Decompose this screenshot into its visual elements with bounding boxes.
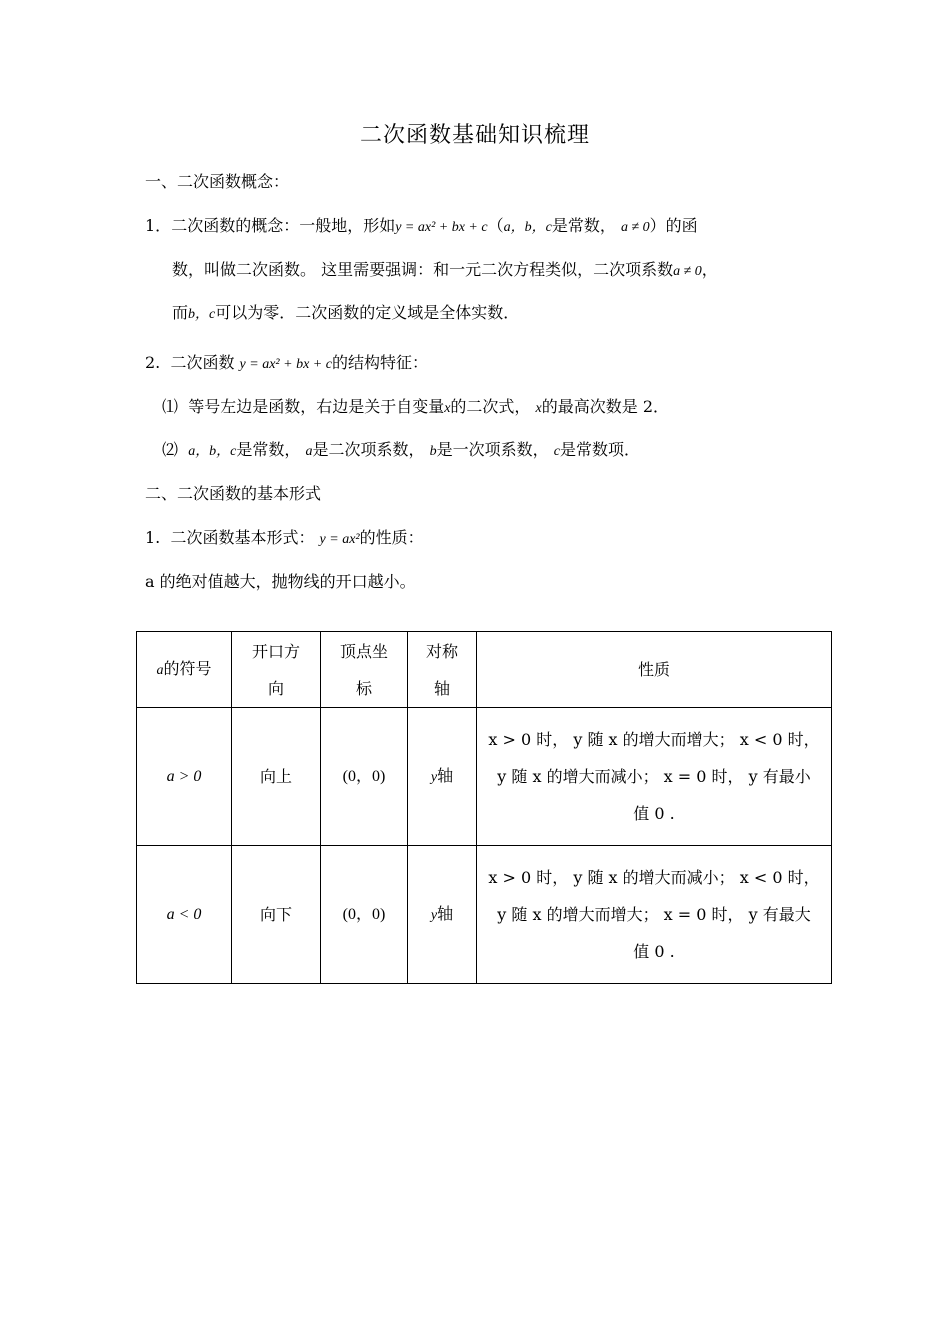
section2-note: a 的绝对值越大，抛物线的开口越小。 xyxy=(145,572,416,591)
table-row xyxy=(137,846,832,984)
var-c: c xyxy=(553,444,560,459)
general-formula: y = ax² + bx + c xyxy=(395,220,488,235)
axis-text: 轴 xyxy=(437,904,454,923)
sub2-line xyxy=(162,439,640,463)
constants-text: 是常数， xyxy=(551,216,616,235)
property-line: x > 0 时， y 随 x 的增大而减小； x < 0 时， xyxy=(488,868,820,887)
a-nonzero: a ≠ 0 xyxy=(620,220,650,235)
axis-cell xyxy=(408,846,477,984)
direction-cell: 向下 xyxy=(232,846,321,984)
property-line: 值 0 . xyxy=(633,804,675,823)
basic-formula: y = ax² xyxy=(319,532,360,547)
table-header-row xyxy=(137,632,832,708)
sub1-text-c: 的最高次数是 2． xyxy=(541,397,670,416)
header-sign-text: 的符号 xyxy=(163,659,212,678)
bc-constants: b，c xyxy=(188,307,216,322)
properties-table xyxy=(136,631,832,984)
constants: a，b，c xyxy=(503,220,552,235)
axis-var: y xyxy=(430,908,438,923)
item1-number: 1． xyxy=(145,216,172,235)
s2-item1-number: 1. xyxy=(145,528,161,547)
a-nonzero-2: a ≠ 0 xyxy=(673,264,702,279)
direction-cell: 向上 xyxy=(232,708,321,846)
item1-line2-text: 数，叫做二次函数。 这里需要强调：和一元二次方程类似，二次项系数 xyxy=(172,260,674,279)
item1-line3-prefix: 而 xyxy=(172,303,189,322)
sub2-text-a: 是常数， xyxy=(236,440,301,459)
page-title: 二次函数基础知识梳理 xyxy=(359,123,590,148)
item2-line xyxy=(145,352,428,376)
item1-tail: ）的函 xyxy=(649,216,698,235)
cond-cell: a < 0 xyxy=(137,846,232,984)
cond-cell: a > 0 xyxy=(137,708,232,846)
s2-item1-tail: 的性质： xyxy=(359,528,424,547)
property-cell xyxy=(477,708,832,846)
header-direction: 开口方向 xyxy=(232,632,321,708)
item2-text: 二次函数 xyxy=(170,353,235,372)
item1-line3 xyxy=(172,302,519,326)
var-a: a xyxy=(305,444,313,459)
item2-number: 2. xyxy=(145,353,161,372)
var-x-2: x xyxy=(535,401,542,416)
sub1-text-b: 的二次式， xyxy=(450,397,531,416)
table-row xyxy=(137,708,832,846)
property-cell xyxy=(477,846,832,984)
item1-line3-text: 可以为零．二次函数的定义域是全体实数． xyxy=(215,303,520,322)
item2-tail: 的结构特征： xyxy=(331,353,428,372)
var-b: b xyxy=(429,444,437,459)
vertex-cell: (0，0) xyxy=(321,708,408,846)
axis-text: 轴 xyxy=(437,766,454,785)
sub1-line xyxy=(162,396,669,420)
section2-item1 xyxy=(145,527,424,551)
header-axis: 对称轴 xyxy=(408,632,477,708)
header-sign xyxy=(137,632,232,708)
header-sign-var: a xyxy=(156,663,164,678)
sub1-number: ⑴ xyxy=(162,397,179,416)
property-line: 值 0 . xyxy=(633,942,675,961)
property-line: y 随 x 的增大而减小； x = 0 时， y 有最小 xyxy=(497,767,811,786)
structure-formula: y = ax² + bx + c xyxy=(239,357,332,372)
item1-line2 xyxy=(172,259,718,283)
var-x: x xyxy=(444,401,451,416)
item1-text: 二次函数的概念：一般地，形如 xyxy=(171,216,396,235)
sub1-text-a: 等号左边是函数，右边是关于自变量 xyxy=(188,397,445,416)
property-line: y 随 x 的增大而增大； x = 0 时， y 有最大 xyxy=(497,905,811,924)
header-property: 性质 xyxy=(477,632,832,708)
sub2-text-c: 是一次项系数， xyxy=(436,440,549,459)
abc-constants: a，b，c xyxy=(188,444,237,459)
header-vertex: 顶点坐标 xyxy=(321,632,408,708)
paren-open: （ xyxy=(487,216,504,235)
comma: ， xyxy=(701,260,718,279)
section1-heading: 一、二次函数概念： xyxy=(145,172,290,191)
sub2-number: ⑵ xyxy=(162,440,179,459)
sub2-text-b: 是二次项系数， xyxy=(312,440,425,459)
vertex-cell: (0，0) xyxy=(321,846,408,984)
item1-line1 xyxy=(145,215,698,239)
property-line: x > 0 时， y 随 x 的增大而增大； x < 0 时， xyxy=(488,730,820,749)
axis-var: y xyxy=(430,770,438,785)
section2-heading: 二、二次函数的基本形式 xyxy=(145,484,322,503)
axis-cell xyxy=(408,708,477,846)
sub2-text-d: 是常数项． xyxy=(559,440,640,459)
s2-item1-text: 二次函数基本形式： xyxy=(170,528,315,547)
